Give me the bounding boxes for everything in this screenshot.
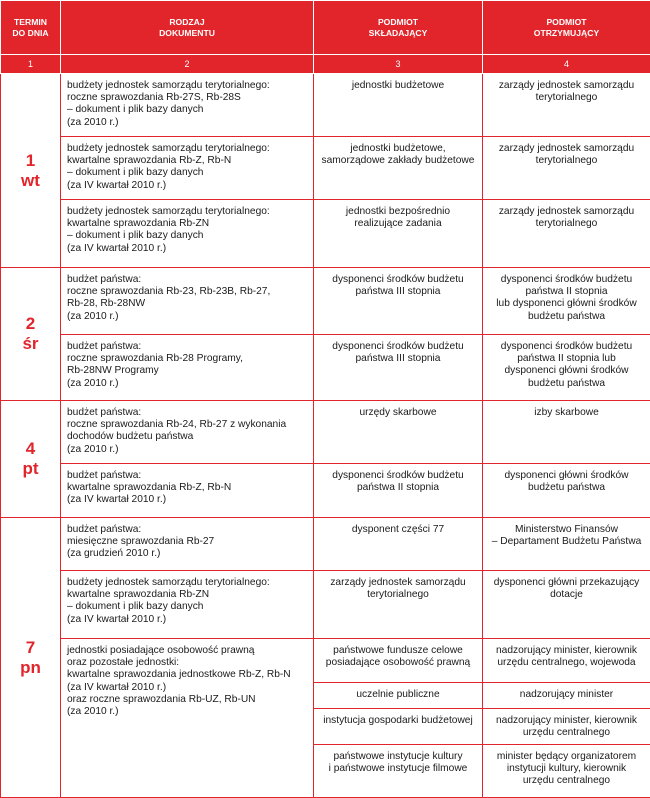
- header-recipient: PODMIOT OTRZYMUJĄCY: [483, 1, 650, 55]
- submitter-cell: dysponent części 77: [314, 518, 483, 571]
- column-number: 1: [1, 55, 61, 74]
- recipient-cell: izby skarbowe: [483, 401, 650, 464]
- submitter-cell: państwowe instytucje kultury i państwowe instytucje filmowe: [314, 745, 483, 798]
- table-row: [1, 571, 650, 639]
- recipient-cell: nadzorujący minister: [483, 683, 650, 709]
- recipient-cell: dysponenci środków budżetu państwa II stopnia lub dysponenci główni środków budżetu państwa: [483, 268, 650, 335]
- table-row: [1, 200, 650, 268]
- table-row: [1, 639, 650, 683]
- submitter-cell: zarządy jednostek samorządu terytorialnego: [314, 571, 483, 639]
- document-cell: jednostki posiadające osobowość prawną oraz pozostałe jednostki: kwartalne sprawozdania jednostkowe Rb-Z, Rb-N (za IV kwartał 2010 r.) oraz roczne sprawozdania Rb-UZ, Rb-UN (za 2010 r.): [61, 639, 314, 798]
- deadline-day: 4 pt: [1, 401, 61, 518]
- submitter-cell: jednostki budżetowe, samorządowe zakłady budżetowe: [314, 137, 483, 200]
- deadline-day: 1 wt: [1, 74, 61, 268]
- recipient-cell: nadzorujący minister, kierownik urzędu centralnego: [483, 709, 650, 745]
- recipient-cell: zarządy jednostek samorządu terytorialnego: [483, 74, 650, 137]
- recipient-cell: dysponenci środków budżetu państwa II stopnia lub dysponenci główni środków budżetu państwa: [483, 335, 650, 401]
- header-document-type: RODZAJ DOKUMENTU: [61, 1, 314, 55]
- column-number: 2: [61, 55, 314, 74]
- recipient-cell: nadzorujący minister, kierownik urzędu centralnego, wojewoda: [483, 639, 650, 683]
- table-row: [1, 464, 650, 518]
- document-cell: budżet państwa: roczne sprawozdania Rb-23, Rb-23B, Rb-27, Rb-28, Rb-28NW (za 2010 r.): [61, 268, 314, 335]
- document-cell: budżet państwa: kwartalne sprawozdania Rb-Z, Rb-N (za IV kwartał 2010 r.): [61, 464, 314, 518]
- submitter-cell: jednostki bezpośrednio realizujące zadania: [314, 200, 483, 268]
- document-cell: budżet państwa: roczne sprawozdania Rb-28 Programy, Rb-28NW Programy (za 2010 r.): [61, 335, 314, 401]
- document-cell: budżety jednostek samorządu terytorialnego: kwartalne sprawozdania Rb-Z, Rb-N – dokument i plik bazy danych (za IV kwartał 2010 r.): [61, 137, 314, 200]
- header-deadline: TERMIN DO DNIA: [1, 1, 61, 55]
- table-row: [1, 335, 650, 401]
- document-cell: budżety jednostek samorządu terytorialnego: kwartalne sprawozdania Rb-ZN – dokument i plik bazy danych (za IV kwartał 2010 r.): [61, 571, 314, 639]
- column-number: 3: [314, 55, 483, 74]
- column-number-row: [1, 55, 650, 74]
- recipient-cell: minister będący organizatorem instytucji kultury, kierownik urzędu centralnego: [483, 745, 650, 798]
- submitter-cell: dysponenci środków budżetu państwa II stopnia: [314, 464, 483, 518]
- document-cell: budżet państwa: miesięczne sprawozdania Rb-27 (za grudzień 2010 r.): [61, 518, 314, 571]
- recipient-cell: dysponenci główni przekazujący dotacje: [483, 571, 650, 639]
- submitter-cell: dysponenci środków budżetu państwa III stopnia: [314, 335, 483, 401]
- table-row: [1, 518, 650, 571]
- table-row: [1, 137, 650, 200]
- submitter-cell: dysponenci środków budżetu państwa III stopnia: [314, 268, 483, 335]
- recipient-cell: dysponenci główni środków budżetu państwa: [483, 464, 650, 518]
- document-cell: budżet państwa: roczne sprawozdania Rb-24, Rb-27 z wykonania dochodów budżetu państwa (za 2010 r.): [61, 401, 314, 464]
- document-cell: budżety jednostek samorządu terytorialnego: kwartalne sprawozdania Rb-ZN – dokument i plik bazy danych (za IV kwartał 2010 r.): [61, 200, 314, 268]
- recipient-cell: zarządy jednostek samorządu terytorialnego: [483, 137, 650, 200]
- recipient-cell: Ministerstwo Finansów – Departament Budżetu Państwa: [483, 518, 650, 571]
- recipient-cell: zarządy jednostek samorządu terytorialnego: [483, 200, 650, 268]
- header-submitter: PODMIOT SKŁADAJĄCY: [314, 1, 483, 55]
- deadline-day: 7 pn: [1, 518, 61, 798]
- table-row: [1, 401, 650, 464]
- submitter-cell: jednostki budżetowe: [314, 74, 483, 137]
- submitter-cell: uczelnie publiczne: [314, 683, 483, 709]
- deadline-day: 2 śr: [1, 268, 61, 401]
- submitter-cell: państwowe fundusze celowe posiadające osobowość prawną: [314, 639, 483, 683]
- document-cell: budżety jednostek samorządu terytorialnego: roczne sprawozdania Rb-27S, Rb-28S – dokument i plik bazy danych (za 2010 r.): [61, 74, 314, 137]
- submitter-cell: urzędy skarbowe: [314, 401, 483, 464]
- submitter-cell: instytucja gospodarki budżetowej: [314, 709, 483, 745]
- table-row: [1, 74, 650, 137]
- column-number: 4: [483, 55, 650, 74]
- table-row: [1, 268, 650, 335]
- header-row: [1, 1, 650, 55]
